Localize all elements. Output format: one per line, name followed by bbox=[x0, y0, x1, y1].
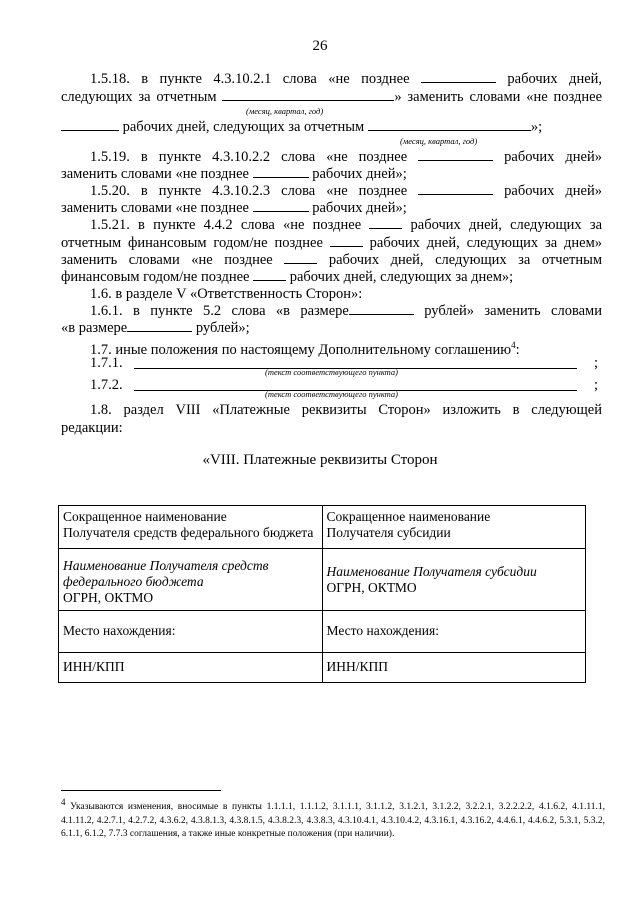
item-1-8-line2: редакции: bbox=[61, 420, 123, 436]
item-1-5-21-line1: 1.5.21. в пункте 4.4.2 слова «не позднее рабочих дней, следующих за bbox=[90, 217, 603, 233]
table-cell: ИНН/КПП bbox=[59, 653, 323, 683]
table-cell: Место нахождения: bbox=[59, 611, 323, 653]
item-1-7-1-end: ; bbox=[594, 355, 599, 371]
footnote-separator bbox=[61, 790, 221, 791]
table-row bbox=[59, 549, 586, 611]
caption-month-quarter-year-1: (месяц, квартал, год) bbox=[246, 106, 324, 116]
item-1-5-19-line1: 1.5.19. в пункте 4.3.10.2.2 слова «не позднее рабочих дней» bbox=[90, 149, 603, 165]
item-1-5-21-line2: отчетным финансовым годом/не позднее рабочих дней, следующих за днем» bbox=[61, 235, 602, 251]
payment-details-table bbox=[58, 505, 586, 683]
table-cell: Сокращенное наименование Получателя субсидии bbox=[322, 506, 586, 549]
item-1-7: 1.7. иные положения по настоящему Дополнительному соглашению$^4$: bbox=[90, 340, 520, 358]
item-1-5-18-line3: рабочих дней, следующих за отчетным »; bbox=[61, 118, 602, 136]
item-1-6-1-line2: «в размере рублей»; bbox=[61, 320, 250, 336]
table-row bbox=[59, 506, 586, 549]
item-1-5-18-line1: 1.5.18. в пункте 4.3.10.2.1 слова «не позднее рабочих дней, bbox=[90, 71, 603, 87]
item-1-8-line1: 1.8. раздел VIII «Платежные реквизиты Сторон» изложить в следующей bbox=[90, 402, 602, 418]
item-1-5-20-line2: заменить словами «не позднее рабочих дней»; bbox=[61, 200, 407, 216]
table-cell: ИНН/КПП bbox=[322, 653, 586, 683]
footnote bbox=[61, 796, 605, 842]
table-cell: Наименование Получателя средств федерального бюджета ОГРН, ОКТМО bbox=[59, 549, 323, 611]
table-row bbox=[59, 611, 586, 653]
item-1-7-2-label: 1.7.2. bbox=[90, 377, 123, 393]
caption-item-text-1: (текст соответствующего пункта) bbox=[265, 367, 399, 377]
item-1-7-2-end: ; bbox=[594, 377, 599, 393]
page-number: 26 bbox=[312, 38, 328, 54]
item-1-5-20-line1: 1.5.20. в пункте 4.3.10.2.3 слова «не позднее рабочих дней» bbox=[90, 183, 603, 199]
footnote-mark: 4 bbox=[61, 797, 66, 807]
item-1-5-21-line3: заменить словами «не позднее рабочих дней, следующих за отчетным bbox=[61, 252, 603, 268]
item-1-7-1-label: 1.7.1. bbox=[90, 355, 123, 371]
table-cell: Наименование Получателя субсидии ОГРН, ОКТМО bbox=[322, 549, 586, 611]
table-cell: Место нахождения: bbox=[322, 611, 586, 653]
item-1-5-21-line4: финансовым годом/не позднее рабочих дней, следующих за днем»; bbox=[61, 269, 514, 285]
item-1-6-1-line1: 1.6.1. в пункте 5.2 слова «в размере рублей» заменить словами bbox=[90, 303, 602, 319]
item-1-5-19-line2: заменить словами «не позднее рабочих дней»; bbox=[61, 166, 407, 182]
item-1-6: 1.6. в разделе V «Ответственность Сторон»: bbox=[90, 286, 363, 302]
table-row bbox=[59, 653, 586, 683]
caption-month-quarter-year-2: (месяц, квартал, год) bbox=[400, 136, 478, 146]
footnote-text: Указываются изменения, вносимые в пункты 1.1.1.1, 1.1.1.2, 3.1.1.1, 3.1.1.2, 3.1.2.1, 3.1.2.2, 3.2.2.1, 3.2.2.2.2, 4.1.6.2, 4.1.11.1, 4.1.11.2, 4.2.7.1, 4.2.7.2, 4.3.6.2, 4.3.8.1.3, 4.3.8.1.5, 4.3.8.2.3, 4.3.8.3, 4.3.10.4.1, 4.3.10.4.2, 4.3.16.1, 4.3.16.2, 4.4.6.1, 4.4.6.2, 5.3.1, 5.3.2, 6.1.1, 6.1.2, 7.7.3 соглашения, а также иные конкретные положения (при наличии). bbox=[61, 802, 605, 840]
section-heading: «VIII. Платежные реквизиты Сторон bbox=[202, 452, 438, 468]
caption-item-text-2: (текст соответствующего пункта) bbox=[265, 389, 399, 399]
table-cell: Сокращенное наименование Получателя средств федерального бюджета bbox=[59, 506, 323, 549]
footnote-ref: 4 bbox=[511, 340, 516, 350]
item-1-5-18-line2: следующих за отчетным » заменить словами «не позднее bbox=[61, 89, 603, 105]
